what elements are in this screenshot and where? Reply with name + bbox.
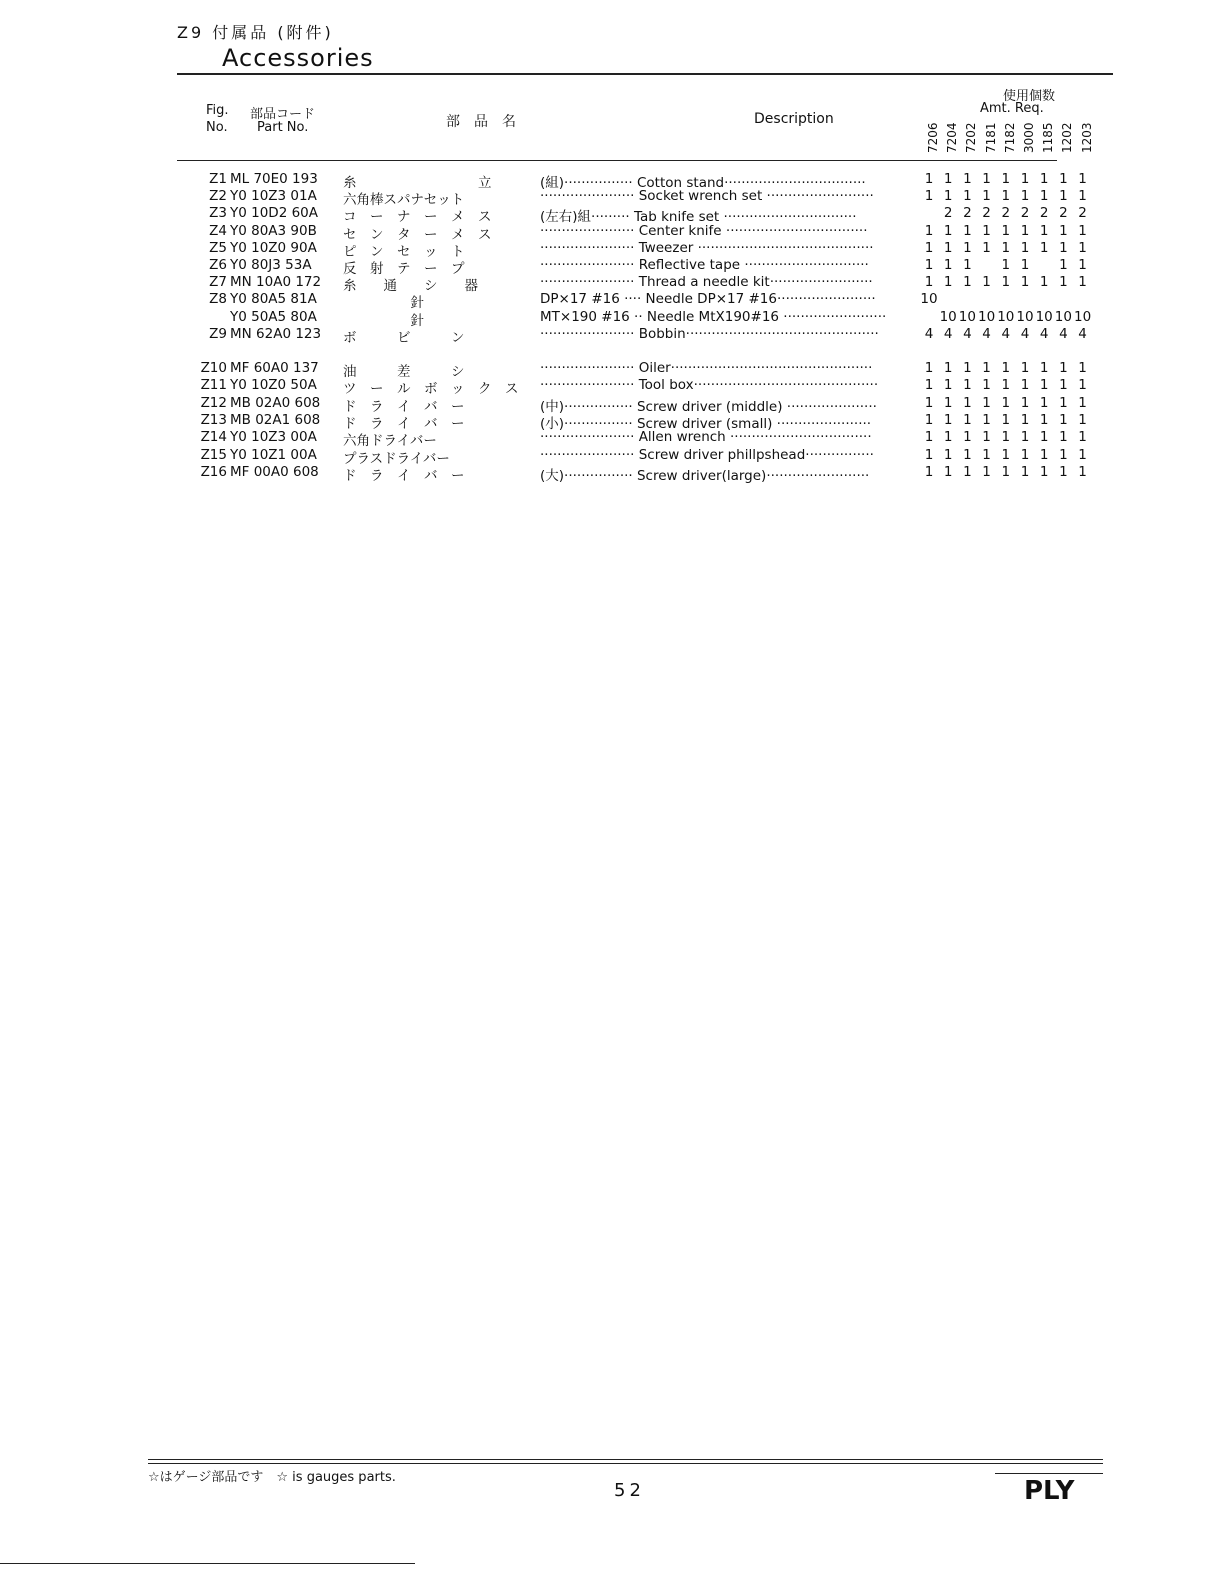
header-no: No. bbox=[206, 120, 228, 135]
fig-no: Z7 bbox=[209, 274, 227, 290]
qty-cell: 1 bbox=[982, 395, 991, 411]
description: (小)················ Screw driver (small) ······················ bbox=[540, 416, 872, 432]
qty-cell: 2 bbox=[982, 205, 991, 221]
qty-cell: 1 bbox=[982, 223, 991, 239]
part-no: Y0 80A5 81A bbox=[230, 291, 317, 307]
qty-cell: 1 bbox=[1020, 257, 1030, 273]
qty-cell: 2 bbox=[1001, 205, 1011, 221]
qty-cell: 1 bbox=[924, 412, 934, 428]
part-no: Y0 10Z0 90A bbox=[230, 240, 317, 256]
qty-cell: 4 bbox=[943, 326, 953, 342]
qty-cell: 10 bbox=[1074, 309, 1092, 325]
description: DP×17 #16 ···· Needle DP×17 #16······················· bbox=[540, 291, 876, 307]
description: ······················ Screw driver phillpshead················ bbox=[540, 447, 874, 463]
qty-cell: 1 bbox=[1001, 464, 1011, 480]
qty-cell: 1 bbox=[1020, 171, 1030, 187]
description: ······················ Oiler··············································· bbox=[540, 360, 873, 376]
fig-no: Z2 bbox=[209, 188, 227, 204]
fig-no: Z1 bbox=[209, 171, 227, 187]
header-amt-en: Amt. Req. bbox=[980, 101, 1044, 116]
qty-cell: 1 bbox=[963, 395, 972, 411]
part-no: Y0 10Z1 00A bbox=[230, 447, 317, 463]
qty-cell: 1 bbox=[982, 171, 991, 187]
ply-logo-text: PLY bbox=[1024, 1476, 1075, 1506]
qty-cell: 1 bbox=[1001, 377, 1011, 393]
part-name-jp: プラスドライバー bbox=[343, 451, 450, 467]
qty-cell: 1 bbox=[1020, 223, 1030, 239]
qty-cell: 1 bbox=[924, 223, 934, 239]
footer-rule bbox=[148, 1459, 1103, 1460]
qty-cell: 1 bbox=[982, 188, 991, 204]
qty-cell: 1 bbox=[943, 171, 953, 187]
part-no: MB 02A1 608 bbox=[230, 412, 321, 428]
model-header: 1203 bbox=[1079, 122, 1094, 153]
qty-cell: 1 bbox=[982, 447, 991, 463]
model-header: 7204 bbox=[945, 122, 960, 153]
qty-cell: 1 bbox=[924, 377, 934, 393]
qty-cell: 1 bbox=[1001, 257, 1011, 273]
qty-cell: 1 bbox=[1078, 257, 1087, 273]
header-part-name-jp: 部 品 名 bbox=[446, 114, 516, 130]
part-name-jp: ド ラ イ バ ー bbox=[343, 416, 465, 432]
qty-cell: 10 bbox=[1054, 309, 1072, 325]
qty-cell: 1 bbox=[982, 240, 991, 256]
qty-cell: 1 bbox=[943, 274, 953, 290]
qty-cell: 4 bbox=[1001, 326, 1011, 342]
section-header-jp: Z9 付属品 (附件) bbox=[177, 23, 334, 42]
part-name-jp: 反 射 テ ー プ bbox=[343, 261, 465, 277]
qty-cell: 1 bbox=[1059, 274, 1068, 290]
qty-cell: 1 bbox=[1020, 377, 1030, 393]
description: (大)················ Screw driver(large)························ bbox=[540, 468, 870, 484]
qty-cell: 1 bbox=[963, 257, 972, 273]
qty-cell: 4 bbox=[982, 326, 991, 342]
description: MT×190 #16 ·· Needle MtX190#16 ························ bbox=[540, 309, 887, 325]
qty-cell: 1 bbox=[963, 274, 972, 290]
gauge-parts-note: ☆はゲージ部品です ☆ is gauges parts. bbox=[148, 1470, 396, 1485]
qty-cell: 1 bbox=[1078, 377, 1087, 393]
model-header: 7206 bbox=[926, 122, 940, 153]
part-name-jp: 糸 通 シ 器 bbox=[343, 278, 478, 294]
part-name-jp: 針 bbox=[343, 295, 424, 311]
part-name-jp: ド ラ イ バ ー bbox=[343, 399, 465, 415]
qty-cell: 1 bbox=[943, 429, 953, 445]
qty-cell: 1 bbox=[1039, 360, 1049, 376]
qty-cell: 1 bbox=[1059, 412, 1068, 428]
qty-cell: 1 bbox=[1001, 171, 1011, 187]
qty-cell: 1 bbox=[1039, 429, 1049, 445]
qty-cell: 1 bbox=[1020, 412, 1030, 428]
fig-no: Z15 bbox=[200, 447, 227, 463]
qty-cell: 1 bbox=[1001, 223, 1011, 239]
description: ······················ Tool box··········································· bbox=[540, 377, 879, 393]
model-header: 7202 bbox=[964, 122, 979, 153]
qty-cell: 1 bbox=[1039, 412, 1049, 428]
qty-cell: 1 bbox=[963, 429, 972, 445]
qty-cell: 1 bbox=[924, 240, 934, 256]
qty-cell: 1 bbox=[943, 377, 953, 393]
model-header: 3000 bbox=[1022, 122, 1036, 153]
title-rule bbox=[177, 73, 1113, 75]
part-name-jp: 六角棒スパナセット bbox=[343, 192, 465, 208]
qty-cell: 1 bbox=[1039, 377, 1049, 393]
qty-cell: 1 bbox=[963, 188, 972, 204]
qty-cell: 1 bbox=[963, 223, 972, 239]
qty-cell: 2 bbox=[943, 205, 953, 221]
qty-cell: 4 bbox=[1020, 326, 1030, 342]
qty-cell: 1 bbox=[1078, 240, 1087, 256]
part-name-jp: ド ラ イ バ ー bbox=[343, 468, 465, 484]
fig-no: Z14 bbox=[200, 429, 227, 445]
description: (左右)組········· Tab knife set ······························· bbox=[540, 209, 857, 225]
part-name-jp: コ ー ナ ー メ ス bbox=[343, 209, 492, 225]
qty-cell: 1 bbox=[982, 412, 991, 428]
part-name-jp: 油 差 シ bbox=[343, 364, 465, 380]
fig-no: Z4 bbox=[209, 223, 227, 239]
part-no: Y0 10Z3 01A bbox=[230, 188, 317, 204]
qty-cell: 1 bbox=[1020, 188, 1030, 204]
qty-cell: 1 bbox=[924, 429, 934, 445]
qty-cell: 1 bbox=[1059, 429, 1068, 445]
qty-cell: 1 bbox=[1001, 395, 1011, 411]
qty-cell: 2 bbox=[963, 205, 972, 221]
qty-cell: 1 bbox=[1078, 223, 1087, 239]
part-name-jp: 糸 立 bbox=[343, 175, 492, 191]
fig-no: Z8 bbox=[209, 291, 227, 307]
qty-cell: 1 bbox=[963, 412, 972, 428]
qty-cell: 4 bbox=[1059, 326, 1068, 342]
qty-cell: 1 bbox=[943, 360, 953, 376]
qty-cell: 1 bbox=[982, 429, 991, 445]
qty-cell: 10 bbox=[958, 309, 976, 325]
qty-cell: 1 bbox=[943, 447, 953, 463]
qty-cell: 1 bbox=[943, 257, 953, 273]
qty-cell: 1 bbox=[1039, 274, 1049, 290]
part-no: MF 00A0 608 bbox=[230, 464, 319, 480]
fig-no: Z11 bbox=[200, 377, 227, 393]
qty-cell: 1 bbox=[1059, 464, 1068, 480]
qty-cell: 1 bbox=[1001, 274, 1011, 290]
model-header: 7181 bbox=[983, 122, 998, 153]
qty-cell: 1 bbox=[1059, 360, 1068, 376]
qty-cell: 1 bbox=[943, 188, 953, 204]
qty-cell: 1 bbox=[1039, 447, 1049, 463]
qty-cell: 1 bbox=[1001, 412, 1011, 428]
qty-cell: 1 bbox=[1001, 447, 1011, 463]
part-no: MN 10A0 172 bbox=[230, 274, 322, 290]
qty-cell: 1 bbox=[1078, 171, 1087, 187]
qty-cell: 10 bbox=[997, 309, 1015, 325]
qty-cell: 1 bbox=[1078, 412, 1087, 428]
qty-cell: 1 bbox=[1020, 447, 1030, 463]
qty-cell: 1 bbox=[1078, 429, 1087, 445]
qty-cell: 1 bbox=[1078, 188, 1087, 204]
qty-cell: 1 bbox=[1039, 171, 1049, 187]
qty-cell: 1 bbox=[963, 171, 972, 187]
footer-rule-2 bbox=[148, 1463, 1103, 1464]
qty-cell: 1 bbox=[1078, 395, 1087, 411]
qty-cell: 1 bbox=[1059, 240, 1068, 256]
page-title: Accessories bbox=[222, 44, 374, 72]
qty-cell: 1 bbox=[1020, 395, 1030, 411]
qty-cell: 1 bbox=[924, 447, 934, 463]
qty-cell: 1 bbox=[1059, 395, 1068, 411]
qty-cell: 10 bbox=[1016, 309, 1034, 325]
qty-cell: 1 bbox=[943, 395, 953, 411]
fig-no: Z12 bbox=[200, 395, 227, 411]
part-no: MB 02A0 608 bbox=[230, 395, 321, 411]
qty-cell: 1 bbox=[924, 464, 934, 480]
description: ······················ Tweezer ········································· bbox=[540, 240, 874, 256]
qty-cell: 1 bbox=[1059, 188, 1068, 204]
part-no: Y0 10Z3 00A bbox=[230, 429, 317, 445]
description: (中)················ Screw driver (middle) ····················· bbox=[540, 399, 877, 415]
qty-cell: 1 bbox=[924, 257, 934, 273]
fig-no: Z3 bbox=[209, 205, 227, 221]
qty-cell: 1 bbox=[1059, 377, 1068, 393]
qty-cell: 1 bbox=[1020, 274, 1030, 290]
model-header: 1202 bbox=[1060, 122, 1075, 153]
part-name-jp: ボ ビ ン bbox=[343, 330, 465, 346]
qty-cell: 1 bbox=[924, 188, 934, 204]
qty-cell: 1 bbox=[1059, 223, 1068, 239]
qty-cell: 1 bbox=[982, 377, 991, 393]
qty-cell: 10 bbox=[978, 309, 996, 325]
qty-cell: 1 bbox=[982, 360, 991, 376]
description: ······················ Center knife ································· bbox=[540, 223, 868, 239]
part-name-jp: 六角ドライバー bbox=[343, 433, 437, 449]
description: ······················ Bobbin············································· bbox=[540, 326, 879, 342]
qty-cell: 1 bbox=[943, 464, 953, 480]
qty-cell: 1 bbox=[1078, 464, 1087, 480]
qty-cell: 1 bbox=[1020, 240, 1030, 256]
qty-cell: 2 bbox=[1059, 205, 1068, 221]
qty-cell: 1 bbox=[1078, 360, 1087, 376]
fig-no: Z6 bbox=[209, 257, 227, 273]
qty-cell: 10 bbox=[920, 291, 938, 307]
qty-cell: 1 bbox=[963, 240, 972, 256]
fig-no: Z9 bbox=[209, 326, 227, 342]
part-no: MN 62A0 123 bbox=[230, 326, 322, 342]
qty-cell: 1 bbox=[963, 360, 972, 376]
qty-cell: 2 bbox=[1078, 205, 1087, 221]
qty-cell: 1 bbox=[1078, 274, 1087, 290]
qty-cell: 10 bbox=[1035, 309, 1053, 325]
description: ······················ Socket wrench set ························· bbox=[540, 188, 874, 204]
part-no: Y0 10D2 60A bbox=[230, 205, 318, 221]
description: ······················ Reflective tape ····························· bbox=[540, 257, 869, 273]
qty-cell: 1 bbox=[963, 464, 972, 480]
model-header: 1185 bbox=[1041, 122, 1056, 153]
fig-no: Z16 bbox=[200, 464, 227, 480]
qty-cell: 1 bbox=[943, 412, 953, 428]
description: ······················ Thread a needle kit························ bbox=[540, 274, 873, 290]
qty-cell: 1 bbox=[924, 274, 934, 290]
qty-cell: 1 bbox=[963, 447, 972, 463]
fig-no: Z5 bbox=[209, 240, 227, 256]
part-name-jp: ツ ー ル ボ ッ ク ス bbox=[343, 381, 519, 397]
qty-cell: 4 bbox=[1039, 326, 1049, 342]
header-amt-jp: 使用個数 bbox=[1003, 89, 1056, 104]
part-no: Y0 80A3 90B bbox=[230, 223, 317, 239]
header-part-no: Part No. bbox=[257, 120, 309, 135]
qty-cell: 1 bbox=[943, 223, 953, 239]
qty-cell: 1 bbox=[924, 395, 934, 411]
qty-cell: 1 bbox=[1020, 464, 1030, 480]
description: ······················ Allen wrench ································· bbox=[540, 429, 872, 445]
fig-no: Z13 bbox=[200, 412, 227, 428]
qty-cell: 1 bbox=[1001, 429, 1011, 445]
description: (組)················ Cotton stand································· bbox=[540, 175, 866, 191]
qty-cell: 1 bbox=[1020, 429, 1030, 445]
part-name-jp: セ ン タ ー メ ス bbox=[343, 227, 492, 243]
qty-cell: 1 bbox=[1059, 171, 1068, 187]
qty-cell: 1 bbox=[1039, 464, 1049, 480]
qty-cell: 1 bbox=[1039, 223, 1049, 239]
header-fig: Fig. bbox=[206, 103, 229, 118]
part-name-jp: ピ ン セ ッ ト bbox=[343, 244, 465, 260]
qty-cell: 1 bbox=[963, 377, 972, 393]
qty-cell: 4 bbox=[924, 326, 934, 342]
qty-cell: 1 bbox=[982, 464, 991, 480]
header-part-code-jp: 部品コード bbox=[250, 107, 316, 122]
header-description: Description bbox=[754, 111, 834, 127]
qty-cell: 1 bbox=[943, 240, 953, 256]
qty-cell: 10 bbox=[939, 309, 957, 325]
part-no: Y0 50A5 80A bbox=[230, 309, 317, 325]
ply-rule bbox=[995, 1473, 1103, 1474]
page-number: 52 bbox=[614, 1480, 645, 1501]
qty-cell: 1 bbox=[924, 171, 934, 187]
qty-cell: 1 bbox=[924, 360, 934, 376]
qty-cell: 1 bbox=[982, 274, 991, 290]
qty-cell: 1 bbox=[1001, 188, 1011, 204]
part-no: ML 70E0 193 bbox=[230, 171, 318, 187]
header-rule bbox=[177, 160, 1057, 161]
fig-no: Z10 bbox=[200, 360, 227, 376]
part-no: Y0 80J3 53A bbox=[230, 257, 312, 273]
part-no: Y0 10Z0 50A bbox=[230, 377, 317, 393]
qty-cell: 2 bbox=[1039, 205, 1049, 221]
qty-cell: 4 bbox=[963, 326, 972, 342]
qty-cell: 1 bbox=[1078, 447, 1087, 463]
qty-cell: 1 bbox=[1001, 240, 1011, 256]
qty-cell: 1 bbox=[1020, 360, 1030, 376]
part-no: MF 60A0 137 bbox=[230, 360, 319, 376]
qty-cell: 1 bbox=[1059, 257, 1068, 273]
qty-cell: 4 bbox=[1078, 326, 1087, 342]
model-header: 7182 bbox=[1002, 122, 1017, 153]
qty-cell: 1 bbox=[1039, 188, 1049, 204]
qty-cell: 1 bbox=[1039, 395, 1049, 411]
bottom-edge-rule bbox=[0, 1563, 415, 1564]
qty-cell: 2 bbox=[1020, 205, 1030, 221]
part-name-jp: 針 bbox=[343, 313, 424, 329]
qty-cell: 1 bbox=[1001, 360, 1011, 376]
qty-cell: 1 bbox=[1039, 240, 1049, 256]
qty-cell: 1 bbox=[1059, 447, 1068, 463]
